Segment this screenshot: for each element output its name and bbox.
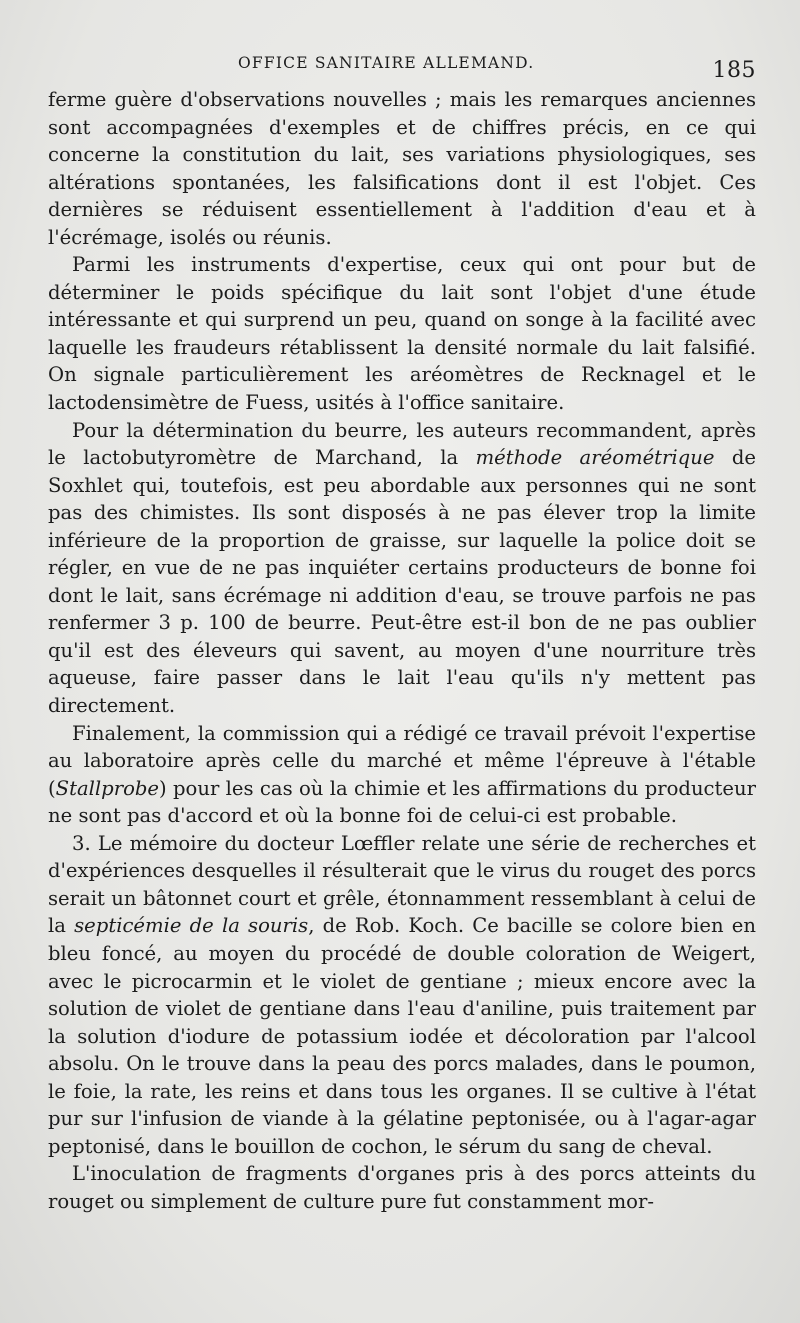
paragraph-p6 [48,1160,756,1215]
text-segment: Parmi les instruments d'expertise, ceux qui ont pour but de déterminer le poids spécifique du lait sont l'objet d'une étude intéressante et qui surprend un peu, quand on songe à la facilité avec laquelle les fraudeurs rétablissent la densité normale du lait falsifié. On signale particulièrement les aréomètres de Recknagel et le lactodensimètre de Fuess, usités à l'office sanitaire. [48,253,756,415]
text-segment: Pour la détermination du beurre, les auteurs recommandent, après le lactobutyromètre de Marchand, la [48,418,756,470]
page-number: 185 [712,58,756,83]
paragraph-p5 [48,830,756,1161]
paragraph-p1 [48,86,756,251]
paragraph-p2 [48,251,756,416]
italic-term: Stallprobe [55,776,160,800]
text-segment: ) pour les cas où la chimie et les affirmations du producteur ne sont pas d'accord et où la bonne foi de celui-ci est probable. [48,776,756,828]
text-segment: , de Rob. Koch. Ce bacille se colore bien en bleu foncé, au moyen du procédé de double coloration de Weigert, avec le picrocarmin et le violet de gentiane ; mieux encore avec la solution de violet de gentiane dans l'eau d'aniline, puis traitement par la solution d'iodure de potassium iodée et décoloration par l'alcool absolu. On le trouve dans la peau des porcs malades, dans le poumon, le foie, la rate, les reins et dans tous les organes. Il se cultive à l'état pur sur l'infusion de viande à la gélatine peptonisée, ou à l'agar-agar peptonisé, dans le bouillon de cochon, le sérum du sang de cheval. [48,914,756,1158]
body-text [48,86,756,1215]
page-header [48,46,756,86]
text-segment: ferme guère d'observations nouvelles ; mais les remarques anciennes sont accompagnées d'exemples et de chiffres précis, en ce qui concerne la constitution du lait, ses variations physiologiques, ses altérations spontanées, les falsifications dont il est l'objet. Ces dernières se réduisent essentiellement à l'addition d'eau et à l'écrémage, isolés ou réunis. [48,88,756,249]
text-segment: L'inoculation de fragments d'organes pris à des porcs atteints du rouget ou simplement de culture pure fut constamment mor- [48,1162,756,1213]
italic-term: méthode aréométrique [475,446,715,470]
paragraph-p3 [48,417,756,720]
running-head: OFFICE SANITAIRE ALLEMAND. [238,54,535,72]
text-segment: de Soxhlet qui, toutefois, est peu abordable aux personnes qui ne sont pas des chimistes. Ils sont disposés à ne pas élever trop la limite inférieure de la proportion de graisse, sur laquelle la police doit se régler, en vue de ne pas inquiéter certains producteurs de bonne foi dont le lait, sans écrémage ni addition d'eau, se trouve parfois ne pas renfermer 3 p. 100 de beurre. Peut-être est-il bon de ne pas oublier qu'il est des éleveurs qui savent, au moyen d'une nourriture très aqueuse, faire passer dans le lait l'eau qu'ils n'y mettent pas directement. [48,446,756,718]
text-segment: Finalement, la commission qui a rédigé ce travail prévoit l'expertise au laboratoire après celle du marché et même l'épreuve à l'étable ( [48,721,756,800]
paragraph-p4 [48,720,756,830]
text-segment: 3. Le mémoire du docteur Lœffler relate une série de recherches et d'expériences desquelles il résulterait que le virus du rouget des porcs serait un bâtonnet court et grêle, étonnamment ressemblant à celui de la [48,831,756,938]
italic-term: septicémie de la souris [74,914,309,938]
